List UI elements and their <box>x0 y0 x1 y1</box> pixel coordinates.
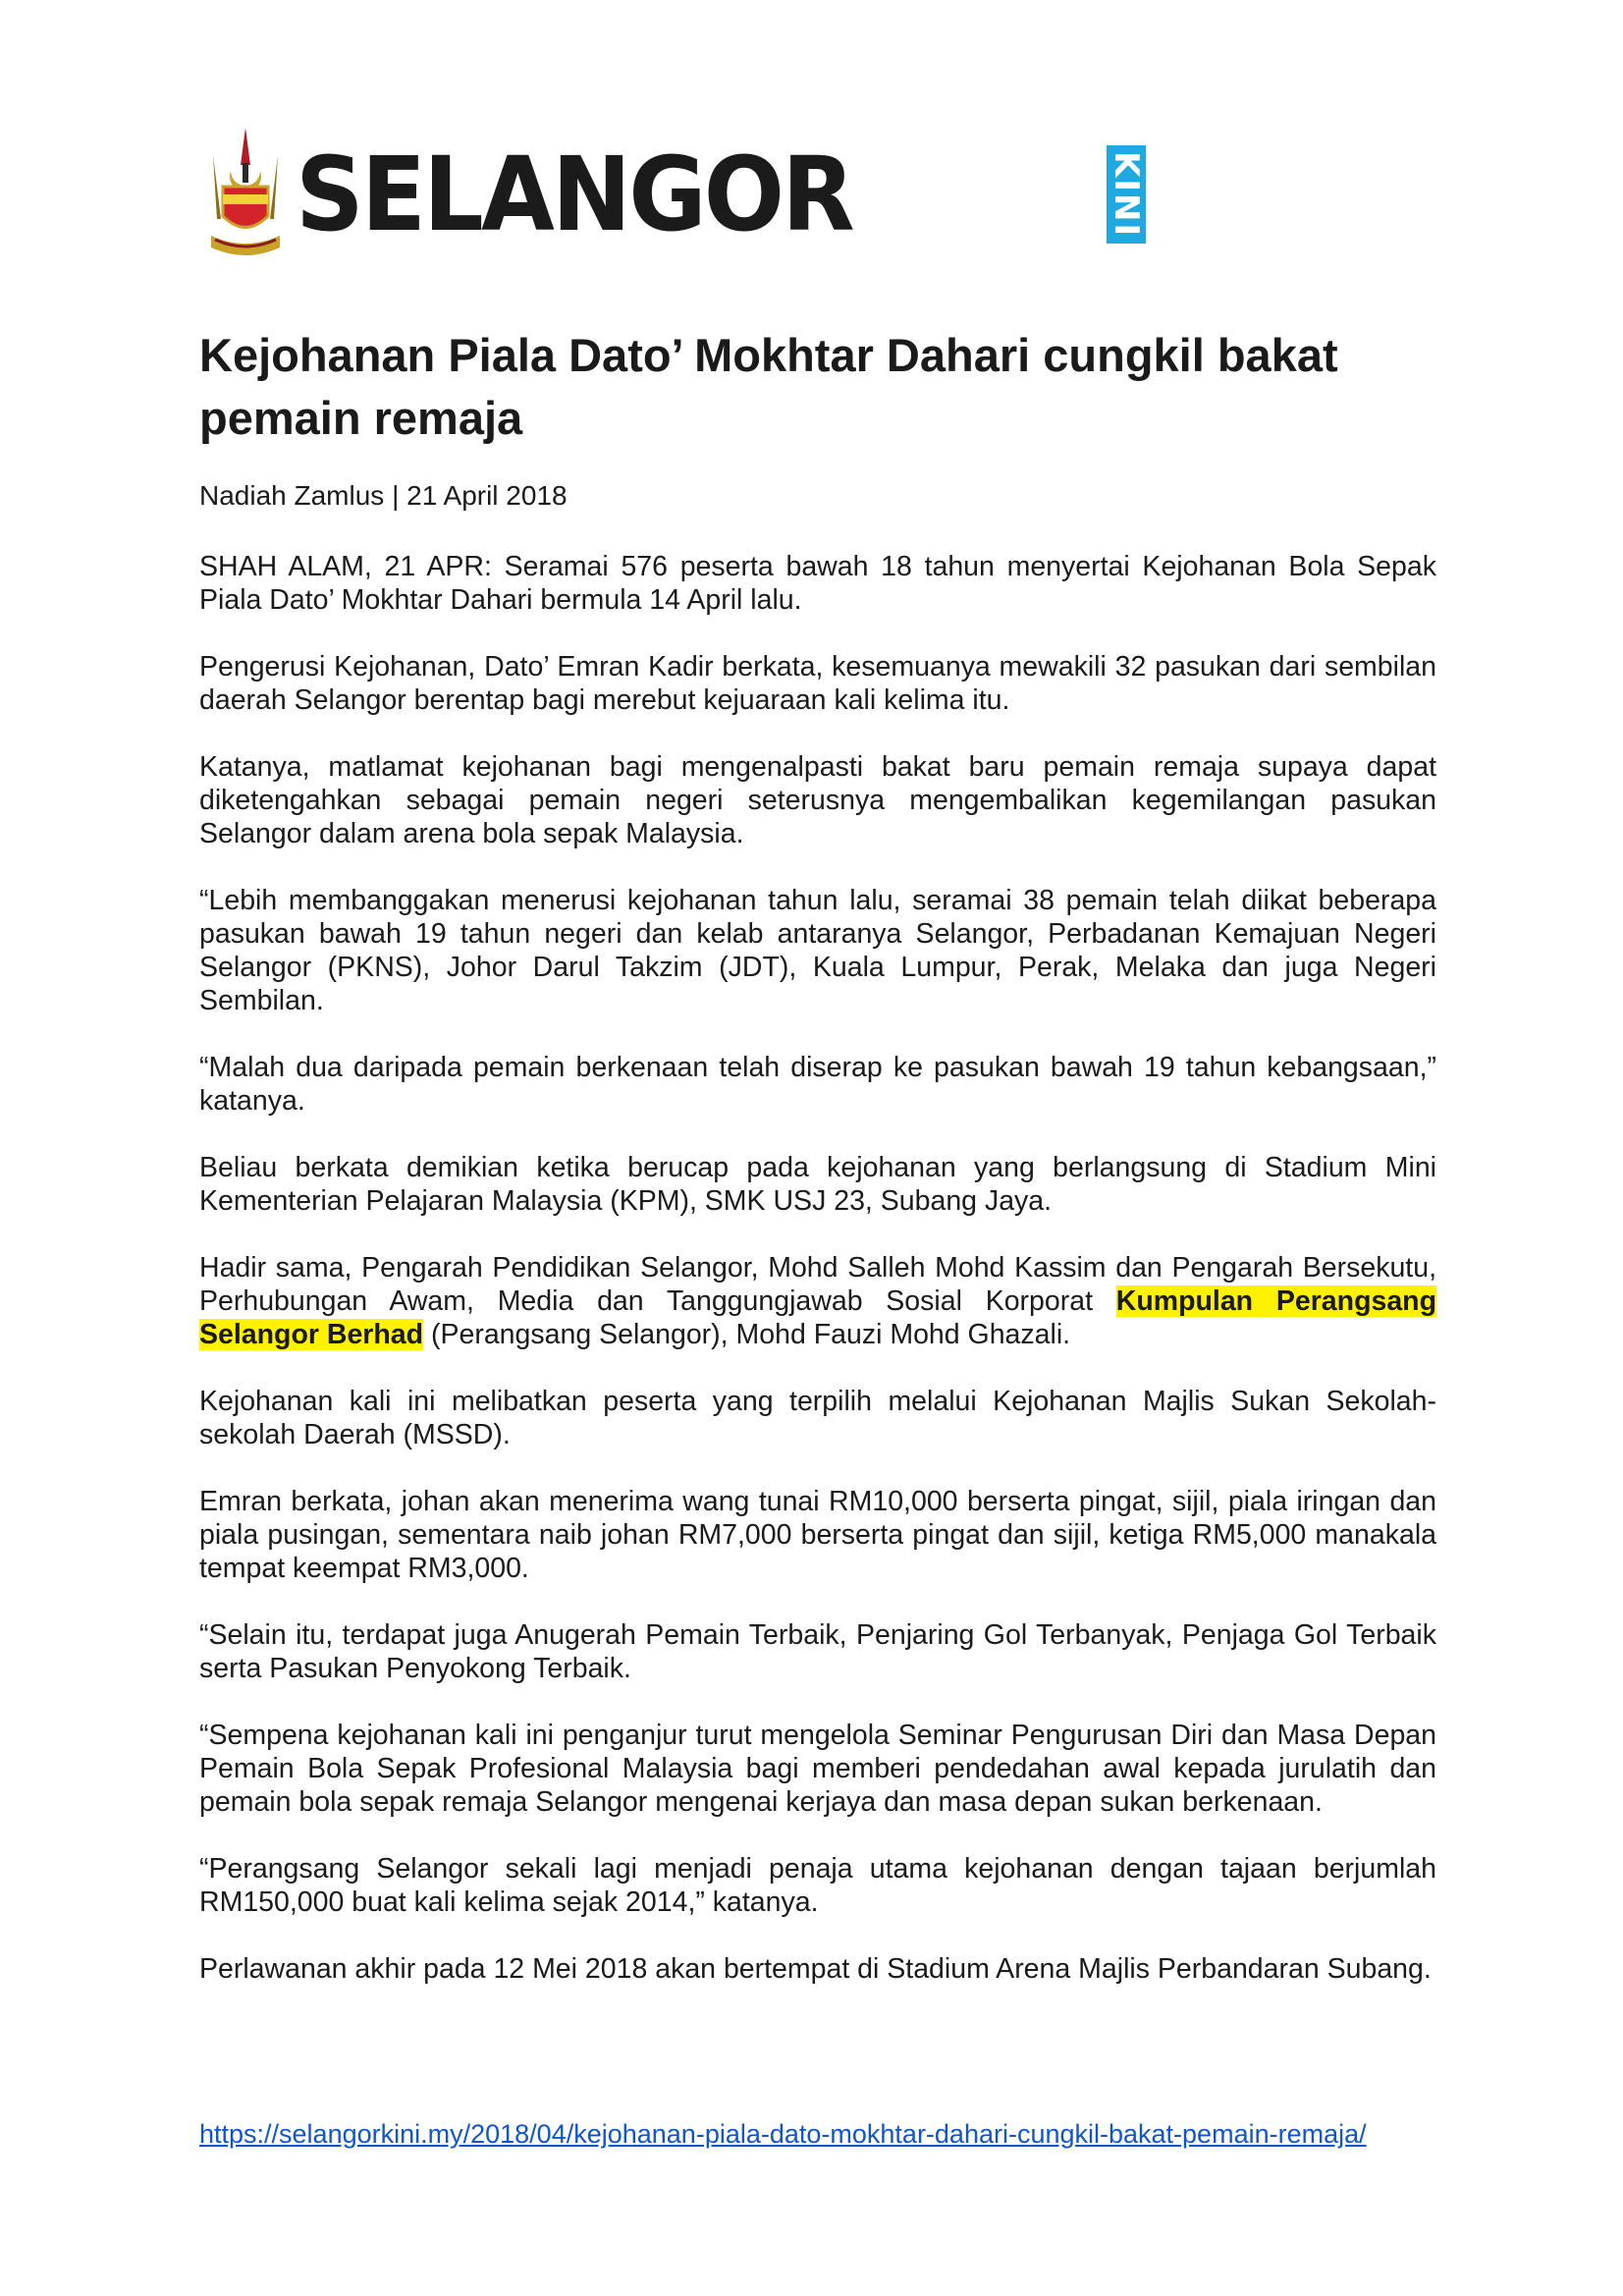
highlighted-company-name: Kumpulan Perangsang Selangor Berhad <box>199 1285 1436 1350</box>
selangorkini-logo <box>201 126 1146 263</box>
article-title: Kejohanan Piala Dato’ Mokhtar Dahari cungkil bakat pemain remaja <box>199 329 1338 444</box>
paragraph: “Selain itu, terdapat juga Anugerah Pemain Terbaik, Penjaring Gol Terbanyak, Penjaga Gol Terbaik serta Pasukan Penyokong Terbaik. <box>199 1619 1436 1684</box>
source-link[interactable]: https://selangorkini.my/2018/04/kejohanan-piala-dato-mokhtar-dahari-cungkil-bakat-pemain-remaja/ <box>199 2119 1367 2149</box>
logo-kini-badge: KINI <box>1107 145 1146 244</box>
paragraph-with-highlight <box>199 1251 1436 1351</box>
paragraph: Katanya, matlamat kejohanan bagi mengenalpasti bakat baru pemain remaja supaya dapat diketengahkan sebagai pemain negeri seterusnya mengembalikan kegemilangan pasukan Selangor dalam arena bola sepak Malaysia. <box>199 751 1436 849</box>
paragraph-text: Hadir sama, Pengarah Pendidikan Selangor, Mohd Salleh Mohd Kassim dan Pengarah Bersekutu, Perhubungan Awam, Media dan Tanggungjawab Sosial Korporat <box>199 1252 1436 1317</box>
paragraph: “Malah dua daripada pemain berkenaan telah diserap ke pasukan bawah 19 tahun kebangsaan,” katanya. <box>199 1052 1436 1117</box>
paragraph: Beliau berkata demikian ketika berucap pada kejohanan yang berlangsung di Stadium Mini Kementerian Pelajaran Malaysia (KPM), SMK USJ 23, Subang Jaya. <box>199 1152 1436 1217</box>
paragraph: Perlawanan akhir pada 12 Mei 2018 akan bertempat di Stadium Arena Majlis Perbandaran Subang. <box>199 1953 1432 1985</box>
paragraph: “Perangsang Selangor sekali lagi menjadi penaja utama kejohanan dengan tajaan berjumlah RM150,000 buat kali kelima sejak 2014,” katanya. <box>199 1853 1436 1918</box>
selangor-crest-icon <box>201 126 290 263</box>
paragraph: Pengerusi Kejohanan, Dato’ Emran Kadir berkata, kesemuanya mewakili 32 pasukan dari sembilan daerah Selangor berentap bagi merebut kejuaraan kali kelima itu. <box>199 651 1436 716</box>
paragraph: Kejohanan kali ini melibatkan peserta yang terpilih melalui Kejohanan Majlis Sukan Sekolah-sekolah Daerah (MSSD). <box>199 1386 1436 1450</box>
logo-wordmark: SELANGOR <box>296 135 852 254</box>
article-body <box>199 550 1436 2019</box>
paragraph: Emran berkata, johan akan menerima wang tunai RM10,000 berserta pingat, sijil, piala iringan dan piala pusingan, sementara naib johan RM7,000 berserta pingat dan sijil, ketiga RM5,000 manakala tempat keempat RM3,000. <box>199 1486 1436 1584</box>
paragraph: SHAH ALAM, 21 APR: Seramai 576 peserta bawah 18 tahun menyertai Kejohanan Bola Sepak Piala Dato’ Mokhtar Dahari bermula 14 April lalu. <box>199 551 1436 616</box>
paragraph: “Sempena kejohanan kali ini penganjur turut mengelola Seminar Pengurusan Diri dan Masa Depan Pemain Bola Sepak Profesional Malaysia bagi memberi pendedahan awal kepada jurulatih dan pemain bola sepak remaja Selangor mengenai kerjaya dan masa depan sukan berkenaan. <box>199 1720 1436 1818</box>
article-byline: Nadiah Zamlus | 21 April 2018 <box>199 480 568 511</box>
paragraph-text: (Perangsang Selangor), Mohd Fauzi Mohd Ghazali. <box>423 1319 1071 1350</box>
paragraph: “Lebih membanggakan menerusi kejohanan tahun lalu, seramai 38 pemain telah diikat beberapa pasukan bawah 19 tahun negeri dan kelab antaranya Selangor, Perbadanan Kemajuan Negeri Selangor (PKNS), Johor Darul Takzim (JDT), Kuala Lumpur, Perak, Melaka dan juga Negeri Sembilan. <box>199 885 1436 1016</box>
